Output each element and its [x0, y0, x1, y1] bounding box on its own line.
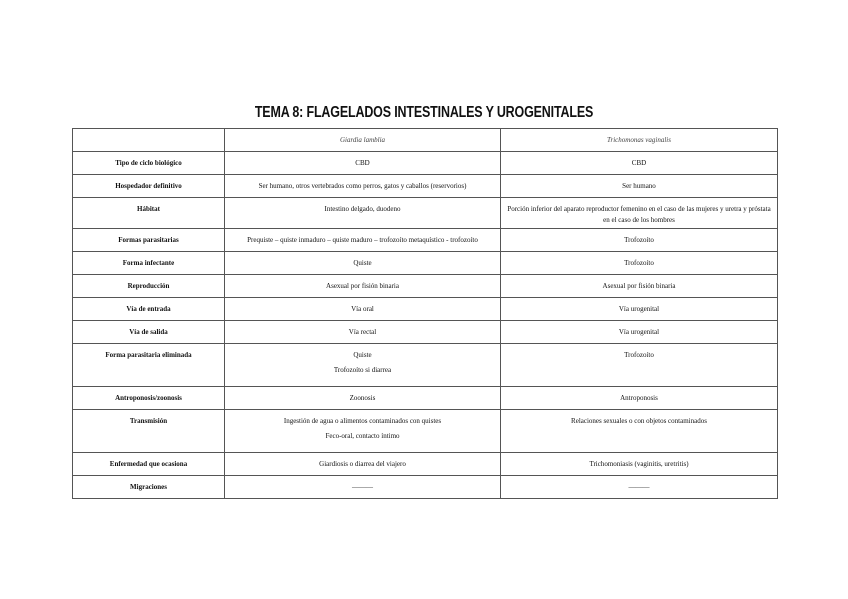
table-row	[73, 298, 778, 321]
cell-text: ———	[628, 483, 650, 491]
table-row	[73, 387, 778, 410]
giardia-cell	[225, 387, 501, 410]
cell-text: Giardiosis o diarrea del viajero	[319, 460, 406, 468]
cell-text: CBD	[631, 159, 647, 167]
row-label	[73, 229, 225, 252]
giardia-cell	[225, 275, 501, 298]
table-row	[73, 344, 778, 387]
cell-text: Porción inferior del aparato reproductor femenino en el caso de las mujeres y uretra y próstata en el caso de los hombres	[507, 205, 771, 224]
table-header-row	[73, 129, 778, 152]
trichomonas-cell	[501, 344, 778, 387]
row-label-text: Forma parasitaria eliminada	[105, 351, 192, 359]
row-label-text: Enfermedad que ocasiona	[109, 460, 188, 468]
cell-text: Trofozoíto	[624, 259, 654, 267]
giardia-cell	[225, 344, 501, 387]
cell-text: ———	[352, 483, 373, 491]
giardia-cell	[225, 410, 501, 453]
trichomonas-cell	[501, 476, 778, 499]
row-label	[73, 410, 225, 453]
cell-text: Ser humano	[622, 182, 656, 190]
row-label	[73, 453, 225, 476]
cell-text: Zoonosis	[349, 394, 376, 402]
giardia-cell	[225, 476, 501, 499]
giardia-cell	[225, 152, 501, 175]
row-label-text: Reproducción	[127, 282, 170, 290]
row-label-text: Forma infectante	[122, 259, 175, 267]
row-label	[73, 298, 225, 321]
trichomonas-cell	[501, 410, 778, 453]
table-row	[73, 252, 778, 275]
table-row	[73, 410, 778, 453]
table-row	[73, 198, 778, 229]
cell-text: CBD	[355, 159, 370, 167]
giardia-cell	[225, 453, 501, 476]
table-row	[73, 152, 778, 175]
cell-text: Ingestión de agua o alimentos contaminados con quistes	[283, 417, 442, 425]
trichomonas-cell	[501, 453, 778, 476]
table-row	[73, 175, 778, 198]
giardia-cell	[225, 298, 501, 321]
trichomonas-cell	[501, 252, 778, 275]
cell-text: Vía oral	[351, 305, 374, 313]
trichomonas-cell	[501, 321, 778, 344]
cell-text: Ser humano, otros vertebrados como perros, gatos y caballos (reservorios)	[258, 182, 467, 190]
cell-text: Trichomoniasis (vaginitis, uretritis)	[589, 460, 689, 468]
giardia-cell	[225, 229, 501, 252]
cell-text: Asexual por fisión binaria	[326, 282, 399, 290]
trichomonas-cell	[501, 275, 778, 298]
giardia-cell	[225, 198, 501, 229]
row-label-text: Formas parasitarias	[118, 236, 179, 244]
page-title: TEMA 8: FLAGELADOS INTESTINALES Y UROGENITALES	[254, 104, 594, 121]
trichomonas-cell	[501, 175, 778, 198]
table-row	[73, 476, 778, 499]
row-label-text: Antroponosis/zoonosis	[115, 394, 182, 402]
row-label-text: Tipo de ciclo biológico	[115, 159, 182, 167]
trichomonas-cell	[501, 152, 778, 175]
cell-text: Vía urogenital	[618, 328, 660, 336]
giardia-cell	[225, 321, 501, 344]
header-trichomonas: Trichomonas vaginalis	[501, 129, 778, 152]
row-label	[73, 275, 225, 298]
trichomonas-cell	[501, 387, 778, 410]
row-label	[73, 152, 225, 175]
giardia-cell	[225, 175, 501, 198]
cell-text: Vía urogenital	[618, 305, 660, 313]
cell-text: Trofozoíto si diarrea	[333, 366, 392, 374]
table-row	[73, 453, 778, 476]
row-label-text: Hospedador definitivo	[115, 182, 182, 190]
row-label	[73, 344, 225, 387]
cell-text: Feco-oral, contacto íntimo	[325, 432, 400, 440]
trichomonas-cell	[501, 198, 778, 229]
giardia-cell	[225, 252, 501, 275]
row-label-text: Vía de entrada	[126, 305, 171, 313]
row-label	[73, 175, 225, 198]
header-giardia: Giardia lamblia	[225, 129, 501, 152]
table-row	[73, 229, 778, 252]
row-label-text: Vía de salida	[129, 328, 168, 336]
row-label-text: Migraciones	[130, 483, 167, 491]
row-label	[73, 476, 225, 499]
comparison-table	[72, 128, 778, 499]
cell-text: Intestino delgado, duodeno	[324, 205, 401, 213]
row-label	[73, 252, 225, 275]
table-row	[73, 275, 778, 298]
header-empty-cell	[73, 129, 225, 152]
row-label-text: Transmisión	[129, 417, 168, 425]
cell-text: Asexual por fisión binaria	[602, 282, 676, 290]
trichomonas-cell	[501, 298, 778, 321]
trichomonas-cell	[501, 229, 778, 252]
row-label	[73, 198, 225, 229]
cell-text: Prequiste – quiste inmaduro – quiste maduro – trofozoíto metaquístico - trofozoíto	[247, 236, 478, 244]
cell-text: Trofozoíto	[624, 236, 654, 244]
cell-text: Quiste	[353, 259, 372, 267]
cell-text: Quiste	[353, 351, 372, 359]
cell-text: Vía rectal	[348, 328, 377, 336]
cell-text: Relaciones sexuales o con objetos contaminados	[571, 417, 707, 425]
table-row	[73, 321, 778, 344]
row-label-text: Hábitat	[137, 205, 160, 213]
cell-text: Antroponosis	[620, 394, 658, 402]
row-label	[73, 321, 225, 344]
row-label	[73, 387, 225, 410]
cell-text: Trofozoíto	[624, 351, 654, 359]
